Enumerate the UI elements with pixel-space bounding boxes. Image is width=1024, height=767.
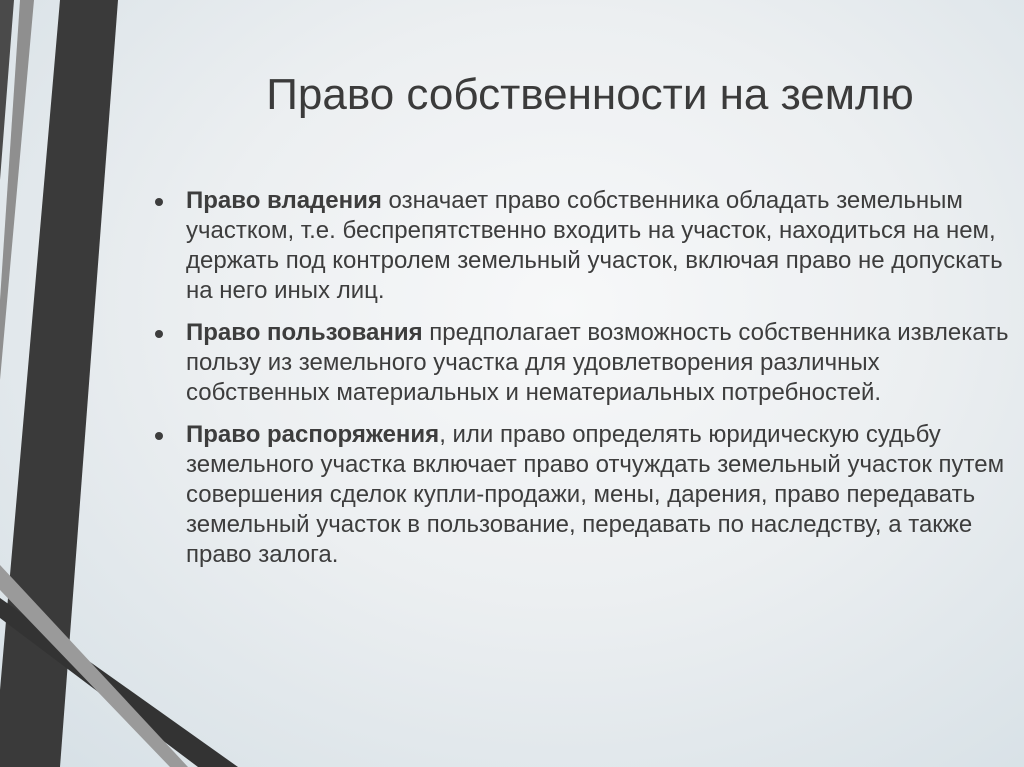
- bullet-item-ownership: [150, 186, 1010, 306]
- bullet-term: Право владения: [186, 187, 382, 214]
- bullet-icon: [155, 432, 163, 440]
- slide-title: Право собственности на землю: [266, 70, 914, 119]
- bullet-icon: [155, 330, 163, 338]
- bullet-text: предполагает возможность собственника извлекать пользу из земельного участка для удовлетворения различных собственных материальных и нематериальных потребностей.: [186, 319, 1009, 406]
- bullet-text: , или право определять юридическую судьбу земельного участка включает право отчуждать земельный участок путем совершения сделок купли-продажи, мены, дарения, право передавать земельный участок в пользование, передавать по наследству, а также право залога.: [186, 421, 1005, 568]
- bullet-term: Право распоряжения: [186, 421, 440, 448]
- bullet-item-usage: [150, 318, 1010, 408]
- bullet-term: Право пользования: [186, 319, 423, 346]
- bullet-item-disposal: [150, 420, 1010, 570]
- bullet-text: означает право собственника обладать земельным участком, т.е. беспрепятственно входить на участок, находиться на нем, держать под контролем земельный участок, включая право не допускать на него иных лиц.: [186, 187, 1003, 304]
- bullet-list: [150, 186, 1010, 582]
- bullet-icon: [155, 198, 163, 206]
